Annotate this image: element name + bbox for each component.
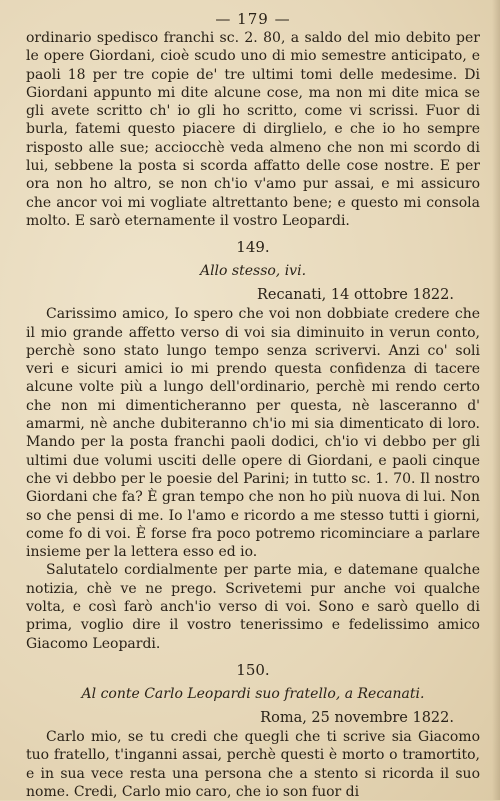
- letter-address: Al conte Carlo Leopardi suo fratello, a Recanati.: [81, 685, 425, 702]
- letter-paragraph: Salutatelo cordialmente per parte mia, e datemane qualche notizia, chè ve ne prego. Scrivetemi pur anche voi qualche volta, e così farò anch'io verso di voi. Sono e sarò quello di prima, voglio dire il vostro tenerissimo e fedelissimo amico Giacomo Leopardi.: [26, 562, 480, 652]
- letter-dateline: Recanati, 14 ottobre 1822.: [256, 287, 454, 304]
- opening-paragraph: ordinario spedisco franchi sc. 2. 80, a saldo del mio debito per le opere Giordani, cioè scudo uno di mio semestre anticipato, e paoli 18 per tre copie de' tre ultimi tomi delle medesime. Di Giordani appunto mi dite alcune cose, ma non mi dite mica se gli avete scritto ch' io gli ho scritto, come vi scrissi. Fuor di burla, fatemi questo piacere di dirglielo, e che io ho sempre risposto alle sue; acciocchè veda almeno che non mi scordo di lui, sebbene la posta si scorda affatto delle cose nostre. E per ora non ho altro, se non ch'io v'amo pur assai, e mi assicuro che ancor voi mi vogliate altrettanto bene; e questo mi consola molto. E sarò eternamente il vostro Leopardi.: [26, 30, 480, 229]
- letter-number: 150.: [236, 660, 270, 679]
- page-edge-shadow: [492, 0, 500, 800]
- letter-150: [26, 661, 480, 801]
- letter-dateline: Roma, 25 novembre 1822.: [260, 709, 454, 726]
- page-number: — 179 —: [215, 10, 291, 28]
- letter-paragraph: Carissimo amico, Io spero che voi non dobbiate credere che il mio grande affetto verso di voi sia diminuito in verun conto, perchè sono stato lungo tempo senza scrivervi. Anzi co' soli veri e sicuri amici io mi prendo questa confidenza di tacere alcune volte più a lungo dell'ordinario, perchè mi rendo certo che non mi dimenticheranno per questa, nè lasceranno d' amarmi, nè anche dubiteranno ch'io mi sia dimenticato di loro. Mando per la posta franchi paoli dodici, ch'io vi debbo per gli ultimi due volumi usciti delle opere di Giordani, e paoli cinque che vi debbo per le poesie del Parini; in tutto sc. 1. 70. Il nostro Giordani che fa? È gran tempo che non ho più nuova di lui. Non so che pensi di me. Io l'amo e ricordo a me stesso tutti i giorni, come fo di voi. È forse fra poco potremo ricominciare a parlare insieme per la lettera esso ed io.: [26, 306, 480, 561]
- letter-149: [26, 238, 480, 653]
- letter-number: 149.: [236, 238, 270, 257]
- letter-paragraph: Carlo mio, se tu credi che quegli che ti scrive sia Giacomo tuo fratello, t'inganni assai, perchè questi è morto o tramortito, e in sua vece resta una persona che a stento si ricorda il suo nome. Credi, Carlo mio caro, che io son fuor di: [26, 728, 480, 800]
- letter-address: Allo stesso, ivi.: [199, 263, 307, 280]
